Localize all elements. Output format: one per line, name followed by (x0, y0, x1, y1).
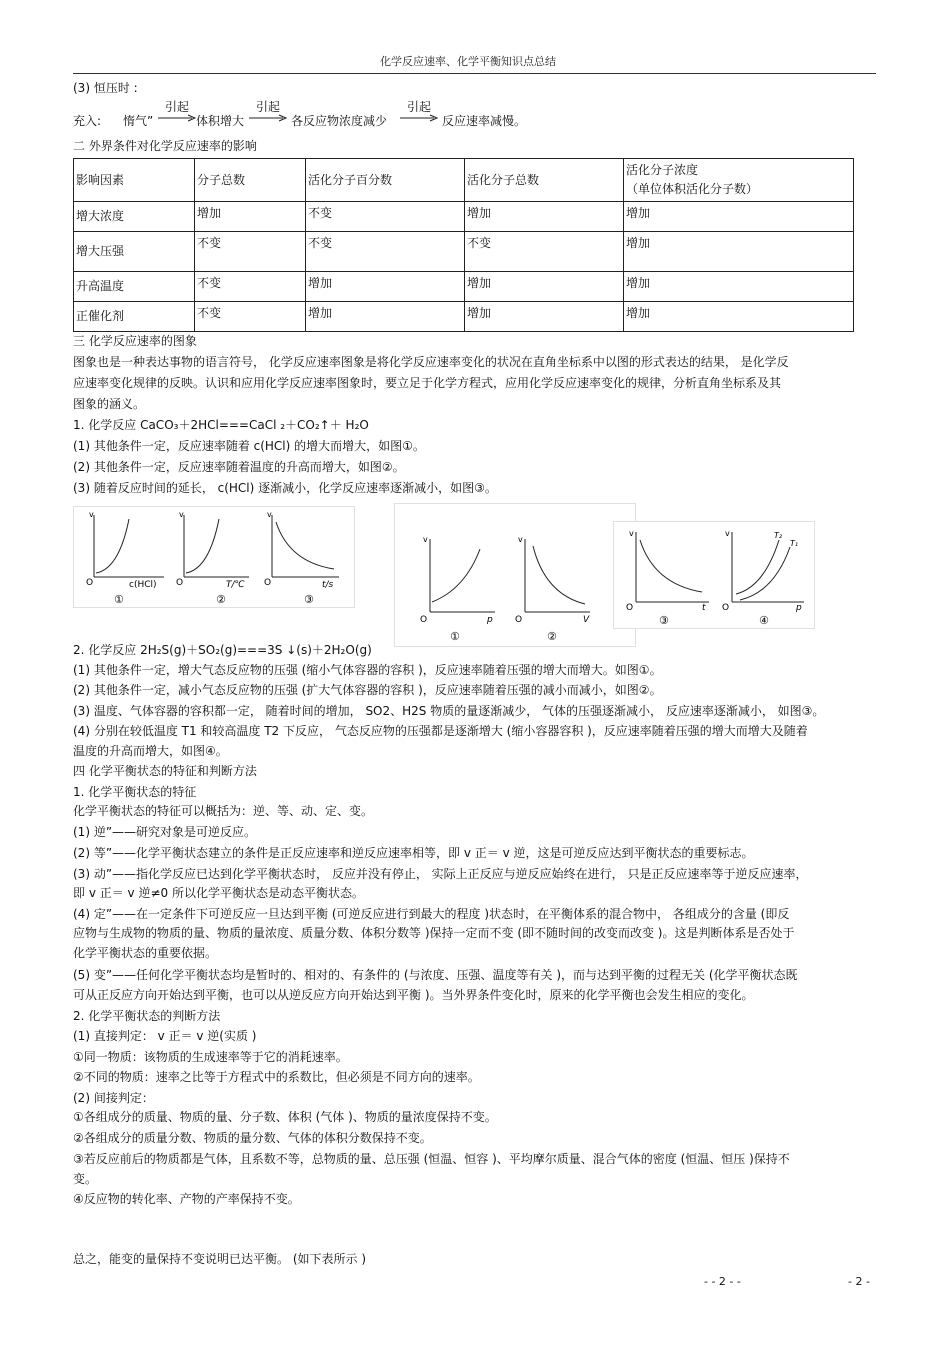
table-cell: 增加 (624, 202, 854, 232)
paragraph-line: ①各组成分的质量、物质的量、分子数、体积 (气体 )、物质的量浓度保持不变。 (73, 1110, 497, 1124)
table-cell: 正催化剂 (74, 302, 195, 332)
paragraph-line: ②各组成分的质量分数、物质的量分数、气体的体积分数保持不变。 (73, 1131, 432, 1145)
paragraph-line: 可从正反应方向开始达到平衡，也可以从逆反应方向开始达到平衡 )。当外界条件变化时，原来的化学平衡也会发生相应的变化。 (73, 988, 754, 1002)
reaction-title: 2. 化学反应 2H₂S(g)＋SO₂(g)===3S ↓(s)＋2H₂O(g) (73, 643, 372, 657)
curve-label: T₁ (790, 539, 799, 548)
arrow-label: 引起 (164, 100, 189, 114)
list-item: (3) 随着反应时间的延长， c(HCl) 逐渐减小，化学反应速率逐渐减小，如图③。 (73, 481, 497, 495)
paragraph-line: 应速率变化规律的反映。认识和应用化学反应速率图象时，要立足于化学方程式，应用化学反应速率变化的规律，分析直角坐标系及其 (73, 376, 782, 390)
graph-caption: ① (114, 593, 124, 606)
list-item: (2) 其他条件一定，减小气态反应物的压强 (扩大气体容器的容积 )，反应速率随着压强的减小而减小，如图②。 (73, 683, 662, 697)
table-cell: 增加 (624, 232, 854, 272)
curve-label: T₂ (774, 531, 783, 540)
x-axis-label: p (487, 615, 493, 625)
table-header: 分子总数 (195, 159, 306, 202)
subsection-title: 1. 化学平衡状态的特征 (73, 785, 197, 799)
table-cell: 不变 (195, 232, 306, 272)
y-axis-label: v (423, 535, 428, 544)
table-cell: 增加 (465, 302, 624, 332)
y-axis-label: v (89, 510, 94, 519)
page-header: 化学反应速率、化学平衡知识点总结 (380, 55, 556, 68)
graph-caption: ③ (304, 593, 314, 606)
table-header: 活化分子总数 (465, 159, 624, 202)
table-row (74, 302, 854, 332)
origin-label: O (626, 603, 634, 613)
x-axis-label: p (796, 603, 802, 613)
causes-arrow (158, 100, 196, 122)
paragraph-line: (1) 逆”——研究对象是可逆反应。 (73, 825, 257, 839)
graph-caption: ④ (759, 614, 769, 627)
origin-label: O (420, 615, 428, 625)
table-cell: 不变 (306, 232, 465, 272)
table-header-row (74, 159, 854, 202)
paragraph-line: ③若反应前后的物质都是气体，且系数不等，总物质的量、总压强 (恒温、恒容 )、平均摩尔质量、混合气体的密度 (恒温、恒压 )保持不 (73, 1152, 790, 1166)
graph-1 (420, 535, 495, 643)
y-axis-label: v (267, 510, 272, 519)
paragraph-line: (1) 直接判定： v 正＝ v 逆(实质 ) (73, 1029, 257, 1043)
table-header: 活化分子百分数 (306, 159, 465, 202)
table-cell: 升高温度 (74, 272, 195, 302)
paragraph-line: ②不同的物质：速率之比等于方程式中的系数比，但必须是不同方向的速率。 (73, 1070, 480, 1084)
paragraph-line: (2) 间接判定： (73, 1091, 154, 1105)
table-cell: 增大浓度 (74, 202, 195, 232)
list-item: (4) 分别在较低温度 T1 和较高温度 T2 下反应， 气态反应物的压强都是逐渐增大 (缩小容器容积 )，反应速率随着压强的增大而增大及随着 (73, 724, 808, 738)
x-axis-label: t/s (322, 580, 334, 590)
list-item: 温度的升高而增大，如图④。 (73, 744, 228, 758)
paragraph-line: 应物与生成物的物质的量、物质的量浓度、质量分数、体积分数等 )保持一定而不变 (即不随时间的改变而改变 )。这是判断体系是否处于 (73, 926, 795, 940)
graph-caption: ③ (659, 614, 669, 627)
graph-3 (626, 529, 709, 627)
arrow-label: 引起 (255, 100, 280, 114)
graph-2 (176, 510, 249, 606)
factors-table (73, 158, 854, 332)
table-cell: 增加 (306, 272, 465, 302)
paragraph-line: 图象的涵义。 (73, 397, 146, 411)
table-header-line: 活化分子浓度 (626, 163, 699, 177)
list-item: (3) 温度、气体容器的容积都一定， 随着时间的增加， SO2、H2S 物质的量逐渐减少， 气体的压强逐渐减小， 反应速率逐渐减小， 如图③。 (73, 704, 825, 718)
charge-prefix: 充入: (73, 114, 102, 128)
paragraph-line: 图象也是一种表达事物的语言符号， 化学反应速率图象是将化学反应速率变化的状况在直角坐标系中以图的形式表达的结果， 是化学反 (73, 355, 789, 369)
table-row (74, 272, 854, 302)
y-axis-label: v (518, 535, 523, 544)
graph-3 (264, 510, 339, 606)
table-header (624, 159, 854, 202)
y-axis-label: v (179, 510, 184, 519)
table-cell: 不变 (195, 272, 306, 302)
x-axis-label: V (583, 615, 590, 625)
reaction1-figure (73, 506, 355, 608)
table-cell: 增加 (306, 302, 465, 332)
paragraph-line: 化学平衡状态的重要依据。 (73, 946, 218, 960)
causes-arrow (400, 100, 438, 122)
origin-label: O (264, 578, 272, 588)
x-axis-label: t (702, 603, 706, 613)
paragraph-line: (4) 定”——在一定条件下可逆反应一旦达到平衡 (可逆反应进行到最大的程度 )状态时，在平衡体系的混合物中， 各组成分的含量 (即反 (73, 907, 790, 921)
graph-caption: ② (216, 593, 226, 606)
reaction2-figure-right (613, 521, 815, 629)
list-item: (2) 其他条件一定，反应速率随着温度的升高而增大，如图②。 (73, 460, 405, 474)
constant-pressure-heading: (3) 恒压时 : (73, 81, 138, 95)
table-cell: 增加 (465, 272, 624, 302)
arrow-label: 引起 (406, 100, 431, 114)
table-cell: 增加 (624, 272, 854, 302)
paragraph-line: ④反应物的转化率、产物的产率保持不变。 (73, 1192, 300, 1206)
chain-item: 各反应物浓度减少 (291, 114, 388, 128)
table-cell: 不变 (195, 302, 306, 332)
summary-line: 总之，能变的量保持不变说明已达平衡。 (如下表所示 ) (73, 1252, 366, 1266)
table-cell: 增加 (624, 302, 854, 332)
y-axis-label: v (629, 529, 634, 538)
graph-2 (515, 535, 590, 643)
chain-item: 体积增大 (196, 114, 245, 128)
list-item: (1) 其他条件一定，反应速率随着 c(HCl) 的增大而增大，如图①。 (73, 439, 425, 453)
paragraph-line: (2) 等”——化学平衡状态建立的条件是正反应速率和逆反应速率相等，即 v 正＝ v 逆，这是可逆反应达到平衡状态的重要标志。 (73, 846, 754, 860)
table-cell: 增加 (195, 202, 306, 232)
subsection-title: 2. 化学平衡状态的判断方法 (73, 1009, 221, 1023)
table-row (74, 232, 854, 272)
origin-label: O (86, 578, 94, 588)
section-title: 四 化学平衡状态的特征和判断方法 (73, 764, 257, 778)
page-number: - - 2 - - (704, 1275, 741, 1288)
header-divider (73, 73, 876, 74)
graph-4 (722, 529, 804, 627)
table-header-line: （单位体积活化分子数） (626, 182, 759, 196)
graph-1 (86, 510, 164, 606)
paragraph-line: 即 v 正＝ v 逆≠0 所以化学平衡状态是动态平衡状态。 (73, 886, 364, 900)
page-number-right: - 2 - (848, 1275, 870, 1288)
causes-arrow (249, 100, 287, 122)
paragraph-line: (5) 变”——任何化学平衡状态均是暂时的、相对的、有条件的 (与浓度、压强、温度等有关 )，而与达到平衡的过程无关 (化学平衡状态既 (73, 968, 798, 982)
paragraph-line: 变。 (73, 1172, 98, 1186)
table-cell: 增大压强 (74, 232, 195, 272)
x-axis-label: c(HCl) (129, 580, 157, 590)
reaction-title: 1. 化学反应 CaCO₃＋2HCl===CaCl ₂＋CO₂↑＋ H₂O (73, 418, 369, 432)
origin-label: O (515, 615, 523, 625)
table-header: 影响因素 (74, 159, 195, 202)
section-title: 二 外界条件对化学反应速率的影响 (73, 139, 257, 153)
table-cell: 不变 (465, 232, 624, 272)
section-title: 三 化学反应速率的图象 (73, 334, 197, 348)
paragraph-line: ①同一物质：该物质的生成速率等于它的消耗速率。 (73, 1050, 348, 1064)
graph-caption: ② (547, 630, 557, 643)
reaction2-figure (394, 503, 636, 647)
table-row (74, 202, 854, 232)
chain-item: 反应速率减慢。 (442, 114, 527, 128)
x-axis-label: T/℃ (226, 580, 245, 590)
chain-item: 惰气” (123, 114, 154, 128)
table-cell: 不变 (306, 202, 465, 232)
origin-label: O (176, 578, 184, 588)
origin-label: O (722, 603, 730, 613)
paragraph-line: (3) 动”——指化学反应已达到化学平衡状态时， 反应并没有停止， 实际上正反应与逆反应始终在进行， 只是正反应速率等于逆反应速率， (73, 867, 808, 881)
table-cell: 增加 (465, 202, 624, 232)
list-item: (1) 其他条件一定，增大气态反应物的压强 (缩小气体容器的容积 )，反应速率随着压强的增大而增大。如图①。 (73, 663, 662, 677)
graph-caption: ① (450, 630, 460, 643)
paragraph-line: 化学平衡状态的特征可以概括为：逆、等、动、定、变。 (73, 804, 374, 818)
y-axis-label: v (725, 529, 730, 538)
